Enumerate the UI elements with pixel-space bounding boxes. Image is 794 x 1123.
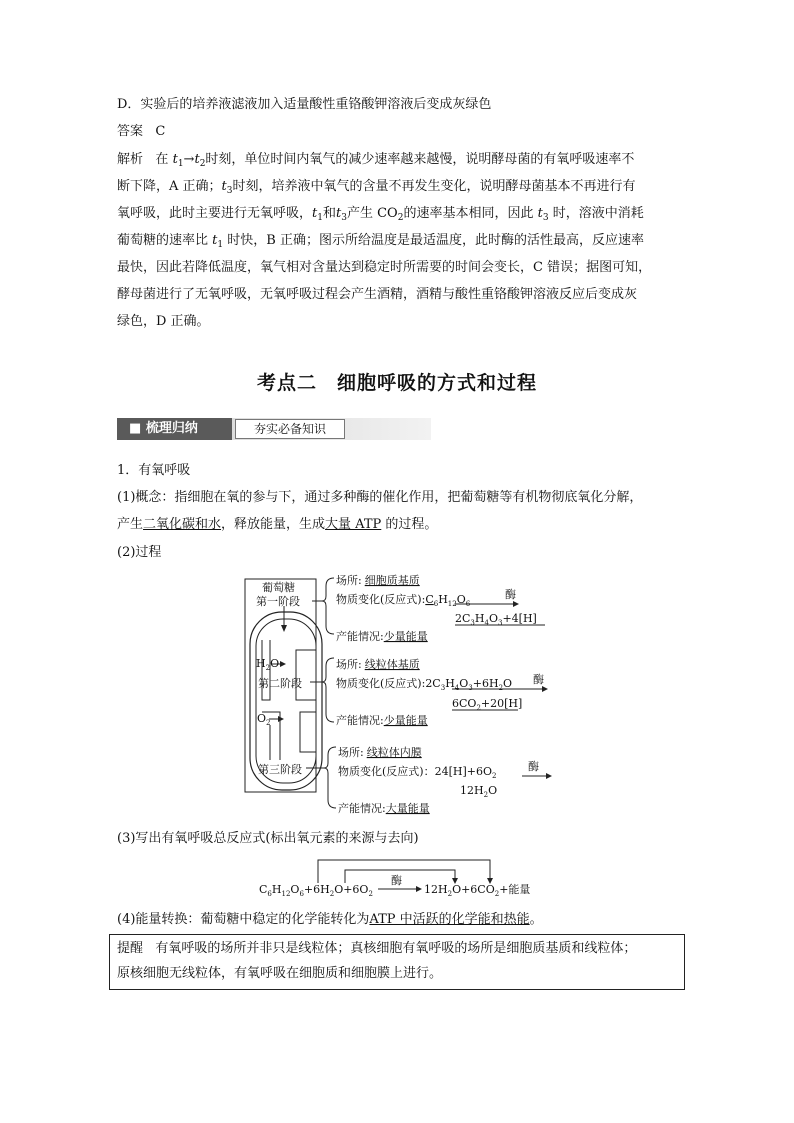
process-label: (2)过程 xyxy=(117,545,162,560)
arrow-head xyxy=(280,661,286,667)
s2-place xyxy=(336,657,420,671)
text: 场所: xyxy=(336,574,362,587)
banner-right: 夯实必备知识 xyxy=(235,419,345,439)
s1-place xyxy=(336,573,420,587)
analysis-line-4: 葡萄糖的速率比 $t_1$ 时快，B 正确；图示所给温度是最适温度，此时酶的活性最高，反应速率 xyxy=(117,233,644,250)
text: 有氧呼吸的场所并非只是线粒体；真核细胞有氧呼吸的场所是细胞质基质和线粒体； xyxy=(155,941,637,956)
text: 线粒体内膜 xyxy=(366,746,422,759)
analysis-label: 解析 xyxy=(117,152,144,167)
brace-stage3 xyxy=(324,747,336,808)
text: H xyxy=(256,657,266,670)
text: 。 xyxy=(529,912,543,927)
total-equation: $C_6H_{12}O_6+6H_2O+6O_2$ xyxy=(259,883,373,898)
brace-stage2 xyxy=(322,658,334,722)
aerobic-heading: 1．有氧呼吸 xyxy=(117,463,191,478)
text: (4)能量转换：葡萄糖中稳定的化学能转化为 xyxy=(117,912,370,927)
text: 的速率基本相同，因此 xyxy=(403,206,534,221)
energy-conversion-line xyxy=(117,912,543,928)
reminder-label: 提醒 xyxy=(117,941,144,956)
text: 大量 ATP xyxy=(325,517,382,532)
text: 梳理归纳 xyxy=(145,421,198,436)
text: 葡萄糖的速率比 xyxy=(117,233,209,248)
s1-product: $2C_3H_4O_3+4[H]$ xyxy=(455,612,537,627)
s2-product: $6CO_2+20[H]$ xyxy=(452,697,523,712)
text: 二氧化碳和水 xyxy=(143,517,222,532)
text: 物质变化(反应式) xyxy=(336,677,422,690)
s1-change: 物质变化(反应式)$:C_6H_{12}O_6$ xyxy=(336,593,471,608)
text: 的过程。 xyxy=(381,517,438,532)
analysis-line-5: 最快，因此若降低温度，氧气相对含量达到稳定时所需要的时间会变长，C 错误；据图可知， xyxy=(117,260,652,275)
text: ATP 中活跃的化学能和热能 xyxy=(369,912,530,927)
text: 场所: xyxy=(336,658,362,671)
text: 少量能量 xyxy=(383,714,428,727)
stage1-label: 第一阶段 xyxy=(256,595,300,608)
text: 物质变化(反应式) xyxy=(336,593,422,606)
text: 产生 CO xyxy=(346,206,398,221)
h2o-label: $H_2O$ xyxy=(256,657,280,672)
text: 时快，B 正确；图示所给温度是最适温度，此时酶的活性最高，反应速率 xyxy=(227,233,644,248)
section-title: 考点二 细胞呼吸的方式和过程 xyxy=(256,372,537,394)
analysis-line-6: 酵母菌进行了无氧呼吸，无氧呼吸过程会产生酒精，酒精与酸性重铬酸钾溶液反应后变成灰 xyxy=(117,287,638,302)
text: 在 xyxy=(155,152,169,167)
text: 断下降，A 正确； xyxy=(117,179,222,194)
banner-left: ■ 梳理归纳 xyxy=(117,418,232,440)
s1-energy xyxy=(336,629,428,643)
reminder-line-1 xyxy=(117,941,636,957)
text: 产能情况: xyxy=(336,630,384,643)
text: 少量能量 xyxy=(383,630,428,643)
text: 大量能量 xyxy=(385,802,430,815)
mitochondrion-inner xyxy=(256,619,316,783)
text: 物质变化(反应式) xyxy=(338,765,424,778)
concept-line-1: (1)概念：指细胞在氧的参与下，通过多种酶的催化作用，把葡萄糖等有机物彻底氧化分解， xyxy=(117,490,643,505)
text: 和 xyxy=(322,206,336,221)
text: 产能情况: xyxy=(336,714,384,727)
text: 产生 xyxy=(117,517,144,532)
option-d: D．实验后的培养液滤液加入适量酸性重铬酸钾溶液后变成灰绿色 xyxy=(117,97,492,112)
arrow-head xyxy=(513,601,519,607)
text: 时刻，培养液中氧气的含量不再发生变化，说明酵母菌基本不再进行有 xyxy=(232,179,636,194)
text: 时，溶液中消耗 xyxy=(552,206,644,221)
text: O xyxy=(257,712,267,725)
brace-stage1 xyxy=(322,578,334,634)
s3-change: 物质变化(反应式)：$24[H]+6O_2$ xyxy=(338,765,497,780)
enzyme-label: 酶 xyxy=(528,760,539,773)
arrow-head xyxy=(546,773,552,779)
text: 细胞质基质 xyxy=(364,574,420,587)
glucose-label: 葡萄糖 xyxy=(262,581,295,594)
arrow-head xyxy=(281,625,287,632)
enzyme-label: 酶 xyxy=(533,673,544,686)
text: 时刻，单位时间内氧气的减少速率越来越慢，说明酵母菌的有氧呼吸速率不 xyxy=(205,152,635,167)
s3-product: $12H_2O$ xyxy=(460,784,498,799)
text: 产能情况: xyxy=(338,802,386,815)
arrow-head xyxy=(416,886,422,892)
stage3-label: 第三阶段 xyxy=(258,763,302,776)
total-label: (3)写出有氧呼吸总反应式(标出氧元素的来源与去向) xyxy=(117,831,419,846)
analysis-line-7: 绿色，D 正确。 xyxy=(117,314,210,329)
total-products: $12H_2O+6CO_2+$能量 xyxy=(424,883,531,898)
s3-place xyxy=(338,745,422,759)
analysis-line-2: 断下降，A 正确；$t_3$时刻，培养液中氧气的含量不再发生变化，说明酵母菌基本不再进行有 xyxy=(117,179,636,196)
stage2-label: 第二阶段 xyxy=(258,677,302,690)
s2-change: 物质变化(反应式)$:2C_3H_4O_3+6H_2O$ xyxy=(336,677,513,692)
arrow-head xyxy=(542,686,548,692)
enzyme-label: 酶 xyxy=(391,874,402,887)
s2-energy xyxy=(336,713,428,727)
reminder-line-2: 原核细胞无线粒体，有氧呼吸在细胞质和细胞膜上进行。 xyxy=(117,966,443,981)
text: 场所: xyxy=(338,746,364,759)
analysis-line-3: 氧呼吸，此时主要进行无氧呼吸，$t_1$和$t_3$产生 $CO_2$的速率基本相同，因此 $t_3$ 时，溶液中消耗 xyxy=(117,206,644,223)
text: ，释放能量，生成 xyxy=(221,517,326,532)
o2-label: $O_2$ xyxy=(257,712,271,727)
oxygen-tracking-lines xyxy=(318,860,490,883)
text: 氧呼吸，此时主要进行无氧呼吸， xyxy=(117,206,313,221)
analysis-line-1: 解析 在 $t_1\to t_2$时刻，单位时间内氧气的减少速率越来越慢，说明酵母菌的有氧呼吸速率不 xyxy=(117,152,635,169)
enzyme-label: 酶 xyxy=(505,588,516,601)
s3-energy xyxy=(338,801,430,815)
answer-value: C xyxy=(155,124,166,139)
arrow-head xyxy=(278,716,284,722)
answer-label: 答案 xyxy=(117,124,144,139)
text: 线粒体基质 xyxy=(364,658,420,671)
